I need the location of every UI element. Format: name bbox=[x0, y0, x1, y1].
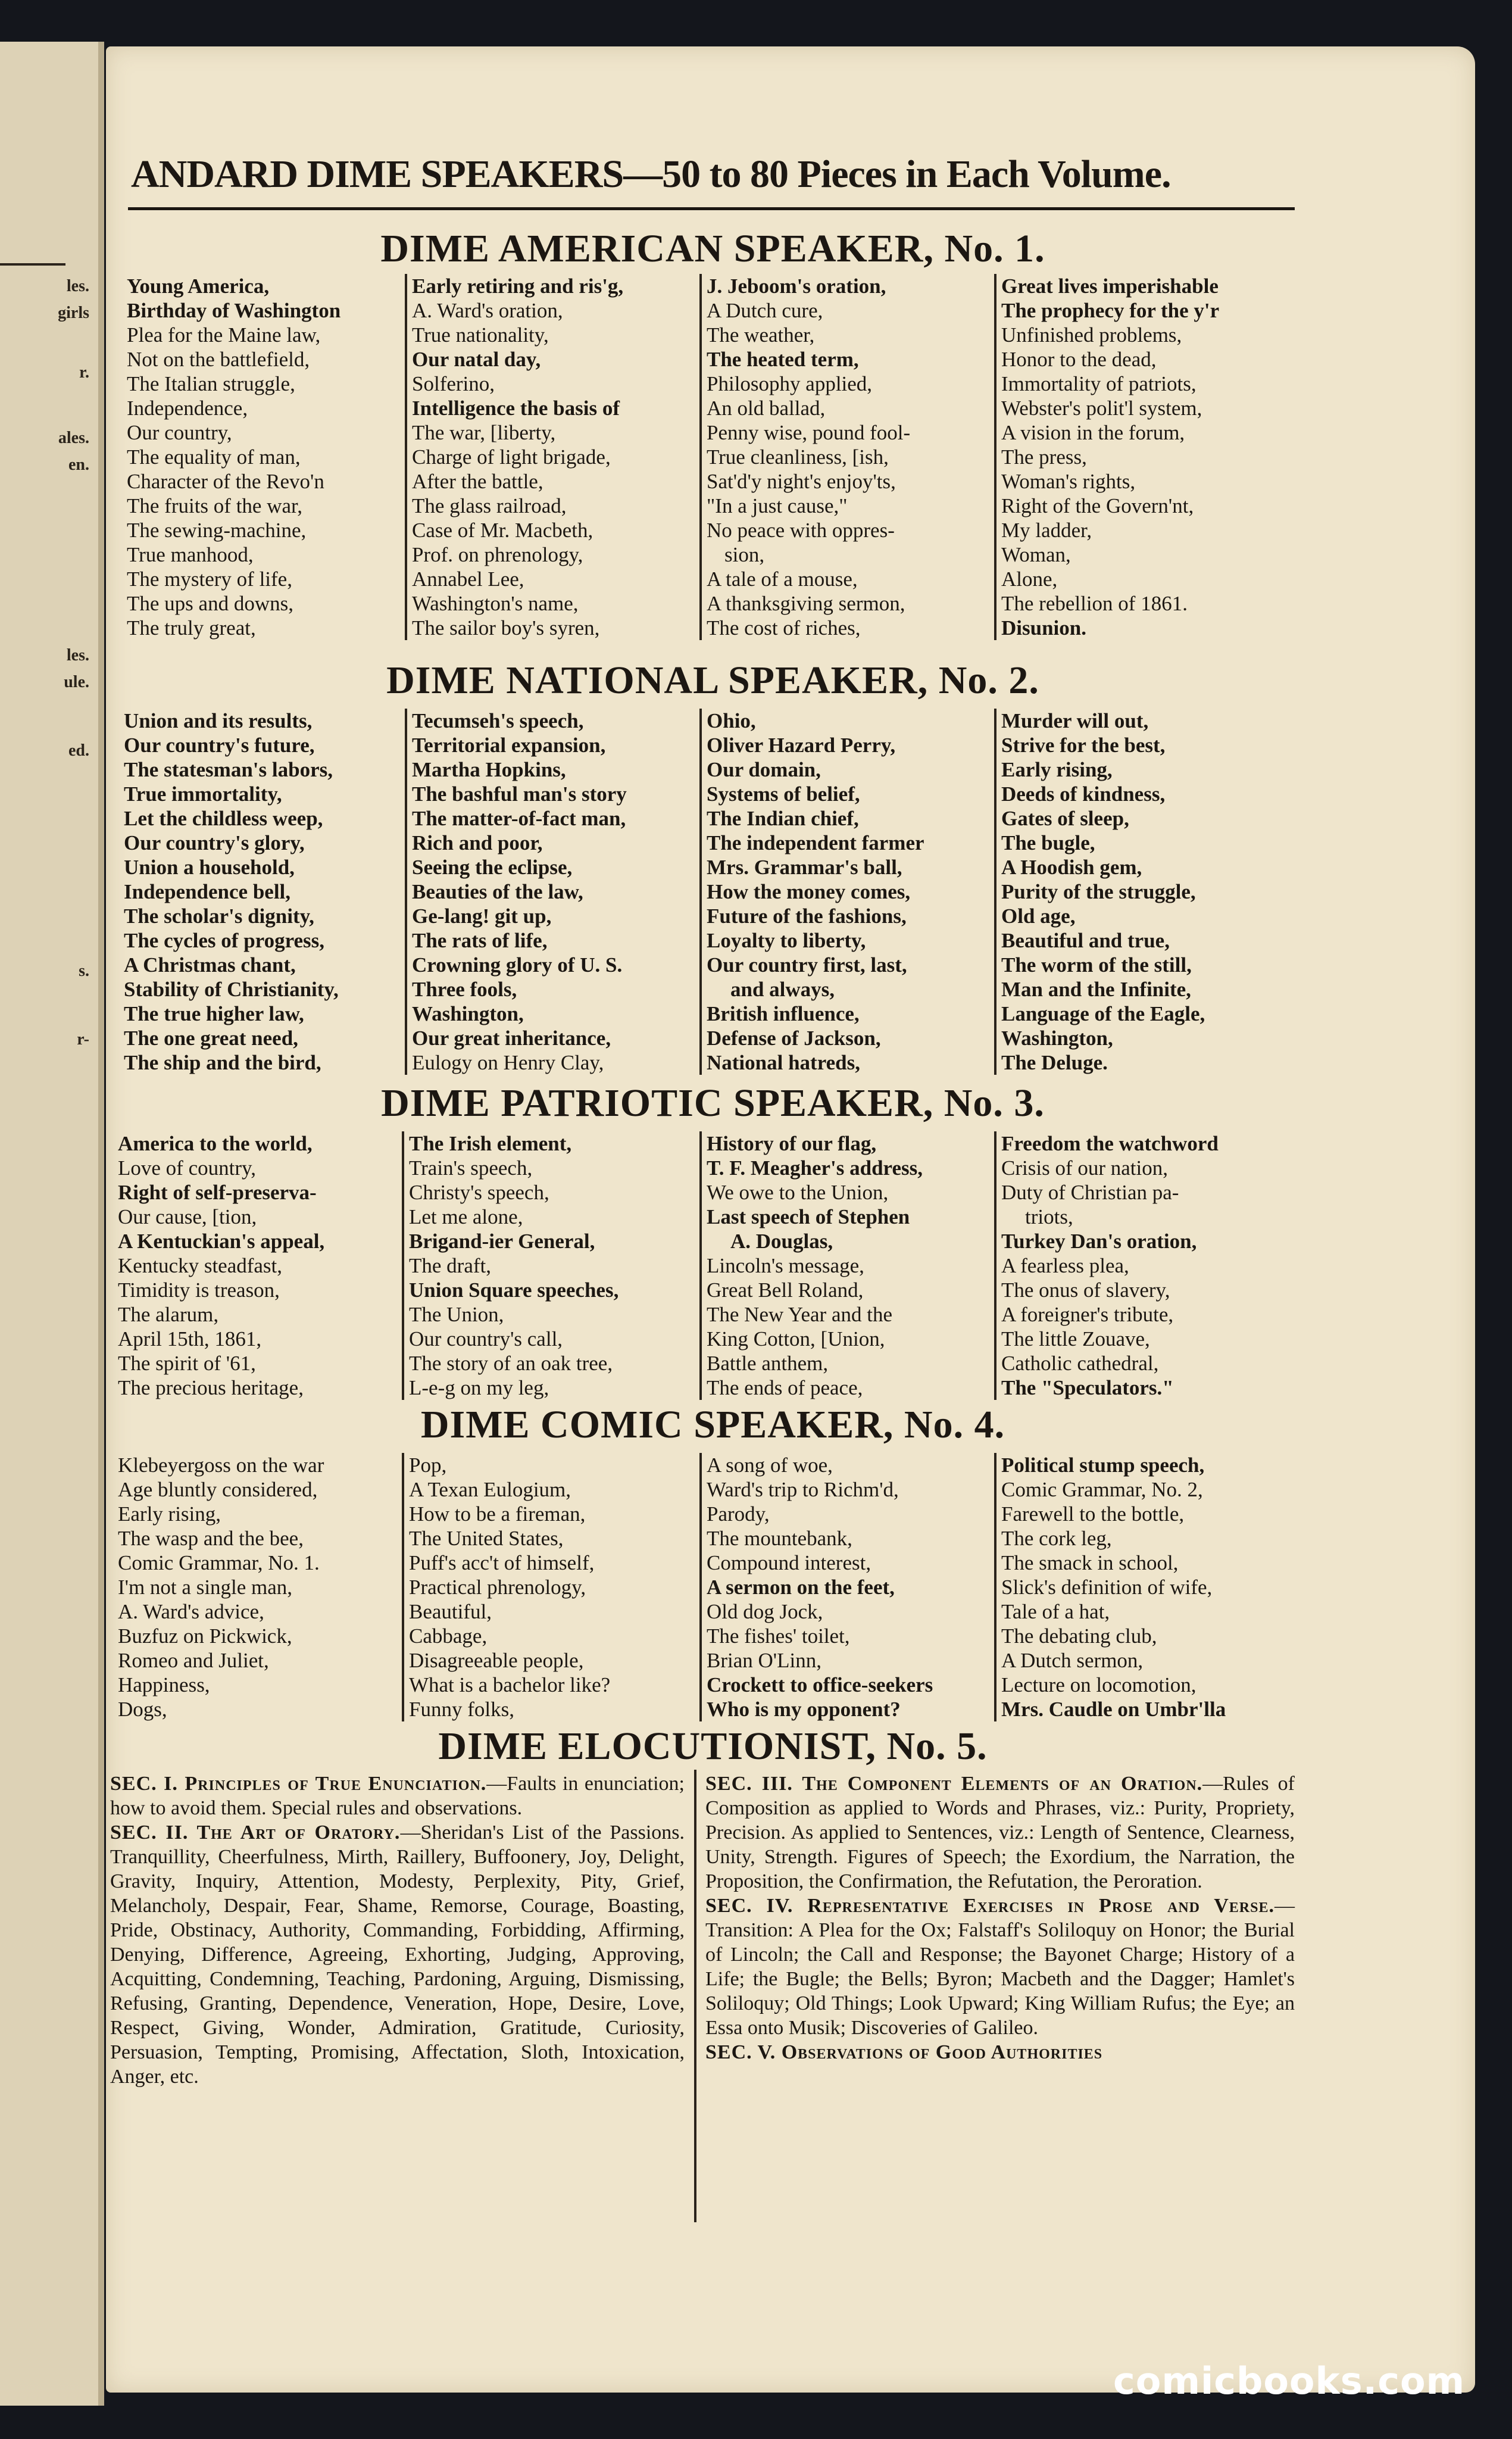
watermark: comicbooks.com bbox=[1113, 2359, 1466, 2403]
list-item: The press, bbox=[1001, 445, 1087, 469]
section-heading: SEC. III. The Component Elements of an Oration. bbox=[705, 1773, 1203, 1795]
section-body: —Transition: A Plea for the Ox; Falstaff's Soliloquy on Honor; the Burial of Lincoln; the Call and Response; the Bayonet Charge; History of a Life; the Bugle; the Bells; Byron; Macbeth and the Dagger; Hamlet's Soliloquy; Old Things; Look Upward; King William Rufus; the Eye; an Essa onto Musik; Discoveries of Galileo. bbox=[705, 1895, 1295, 2039]
list-item: An old ballad, bbox=[707, 397, 826, 420]
list-item: Political stump speech, bbox=[1001, 1454, 1205, 1477]
list-item: The prophecy for the y'r bbox=[1001, 299, 1220, 322]
list-item: Independence bell, bbox=[124, 880, 291, 903]
list-item: Strive for the best, bbox=[1001, 734, 1166, 757]
list-item: "In a just cause," bbox=[707, 494, 848, 517]
list-item: L-e-g on my leg, bbox=[409, 1376, 549, 1399]
list-item: Brian O'Linn, bbox=[707, 1649, 821, 1672]
section-body: —Rules of Composition as applied to Words and Phrases, viz.: Purity, Propriety, Precision. As applied to Sentences, viz.: Length of Sentence, Clearness, Unity, Strength. Figures of Speech; the Exordium, the Narration, the Proposition, the Confirmation, the Refutation, the Peroration. bbox=[705, 1773, 1295, 1892]
list-item: The sailor boy's syren, bbox=[412, 616, 600, 640]
list-item: The bashful man's story bbox=[412, 782, 627, 806]
list-item: Buzfuz on Pickwick, bbox=[118, 1624, 292, 1648]
list-item: Beautiful, bbox=[409, 1600, 492, 1623]
list-item: The rats of life, bbox=[412, 929, 548, 952]
list-item: Crowning glory of U. S. bbox=[412, 953, 623, 977]
list-item: Our cause, [tion, bbox=[118, 1205, 257, 1228]
prev-page-fragment: s. bbox=[79, 962, 89, 980]
list-item: sion, bbox=[724, 543, 765, 566]
list-item: We owe to the Union, bbox=[707, 1181, 889, 1204]
list-item: How the money comes, bbox=[707, 880, 911, 903]
list-item: The Deluge. bbox=[1001, 1051, 1108, 1074]
list-item: Happiness, bbox=[118, 1673, 210, 1696]
list-item: Seeing the eclipse, bbox=[412, 856, 573, 879]
list-item: Slick's definition of wife, bbox=[1001, 1576, 1213, 1599]
list-item: Great Bell Roland, bbox=[707, 1278, 864, 1302]
list-item: Union Square speeches, bbox=[409, 1278, 619, 1302]
list-item: The smack in school, bbox=[1001, 1551, 1179, 1574]
section-4-column-4 bbox=[994, 1453, 1292, 1721]
list-item: The truly great, bbox=[127, 616, 256, 640]
list-item: The story of an oak tree, bbox=[409, 1352, 613, 1375]
list-item: True cleanliness, [ish, bbox=[707, 445, 889, 469]
prev-page-fragment: ed. bbox=[68, 741, 89, 760]
list-item: The "Speculators." bbox=[1001, 1376, 1174, 1399]
list-item: Christy's speech, bbox=[409, 1181, 549, 1204]
list-item: The draft, bbox=[409, 1254, 491, 1277]
list-item: Not on the battlefield, bbox=[127, 348, 310, 371]
list-item: The true higher law, bbox=[124, 1002, 304, 1025]
list-item: Union and its results, bbox=[124, 709, 313, 732]
section-heading: SEC. IV. Representative Exercises in Prose and Verse. bbox=[705, 1895, 1274, 1917]
list-item: Future of the fashions, bbox=[707, 905, 907, 928]
list-item: Philosophy applied, bbox=[707, 372, 873, 395]
list-item: Age bluntly considered, bbox=[118, 1478, 318, 1501]
list-item: A Hoodish gem, bbox=[1001, 856, 1142, 879]
elocutionist-left-column bbox=[110, 1771, 685, 2089]
prev-page-fragment: les. bbox=[66, 646, 89, 665]
list-item: The ship and the bird, bbox=[124, 1051, 321, 1074]
list-item: A Dutch cure, bbox=[707, 299, 823, 322]
list-item: The heated term, bbox=[707, 348, 859, 371]
page-header: ANDARD DIME SPEAKERS—50 to 80 Pieces in Each Volume. bbox=[131, 152, 1171, 196]
section-3-column-4 bbox=[994, 1131, 1292, 1400]
list-item: Webster's polit'l system, bbox=[1001, 397, 1202, 420]
section-4-column-2 bbox=[402, 1453, 696, 1721]
list-item: The United States, bbox=[409, 1527, 564, 1550]
list-item: Let the childless weep, bbox=[124, 807, 323, 830]
list-item: Duty of Christian pa- bbox=[1001, 1181, 1179, 1204]
section-1-column-1 bbox=[122, 274, 402, 640]
list-item: Pop, bbox=[409, 1454, 447, 1477]
list-item: Immortality of patriots, bbox=[1001, 372, 1197, 395]
list-item: Dogs, bbox=[118, 1698, 167, 1721]
list-item: The glass railroad, bbox=[412, 494, 567, 517]
list-item: Train's speech, bbox=[409, 1156, 533, 1180]
list-item: A. Ward's oration, bbox=[412, 299, 563, 322]
list-item: Prof. on phrenology, bbox=[412, 543, 583, 566]
list-item: Disunion. bbox=[1001, 616, 1086, 640]
list-item: Character of the Revo'n bbox=[127, 470, 324, 493]
section-body: —Faults in enunciation; how to avoid them. Special rules and observations. bbox=[110, 1773, 685, 1819]
list-item: Early rising, bbox=[1001, 758, 1113, 781]
list-item: Rich and poor, bbox=[412, 831, 543, 854]
list-item: True immortality, bbox=[124, 782, 282, 806]
list-item: Puff's acc't of himself, bbox=[409, 1551, 595, 1574]
list-item: Mrs. Grammar's ball, bbox=[707, 856, 902, 879]
list-item: Our natal day, bbox=[412, 348, 541, 371]
list-item: and always, bbox=[730, 978, 835, 1001]
list-item: Early rising, bbox=[118, 1502, 221, 1526]
prev-page-fragment: r- bbox=[77, 1030, 89, 1049]
list-item: The ends of peace, bbox=[707, 1376, 863, 1399]
list-item: Independence, bbox=[127, 397, 248, 420]
list-item: Purity of the struggle, bbox=[1001, 880, 1196, 903]
list-item: True nationality, bbox=[412, 323, 549, 347]
list-item: The alarum, bbox=[118, 1303, 219, 1326]
list-item: Our country, bbox=[127, 421, 232, 444]
list-item: Stability of Christianity, bbox=[124, 978, 339, 1001]
list-item: A Texan Eulogium, bbox=[409, 1478, 571, 1501]
list-item: Great lives imperishable bbox=[1001, 275, 1219, 298]
list-item: triots, bbox=[1025, 1205, 1073, 1228]
list-item: Our country's call, bbox=[409, 1327, 563, 1351]
list-item: Mrs. Caudle on Umbr'lla bbox=[1001, 1698, 1226, 1721]
list-item: A. Ward's advice, bbox=[118, 1600, 264, 1623]
list-item: Washington, bbox=[1001, 1027, 1113, 1050]
section-3-column-2 bbox=[402, 1131, 696, 1400]
list-item: Right of the Govern'nt, bbox=[1001, 494, 1194, 517]
prev-page-fragment: ule. bbox=[64, 673, 89, 691]
list-item: The bugle, bbox=[1001, 831, 1095, 854]
list-item: How to be a fireman, bbox=[409, 1502, 586, 1526]
list-item: The mountebank, bbox=[707, 1527, 852, 1550]
list-item: The sewing-machine, bbox=[127, 519, 307, 542]
list-item: The mystery of life, bbox=[127, 567, 292, 591]
list-item: Lecture on locomotion, bbox=[1001, 1673, 1197, 1696]
list-item: The Irish element, bbox=[409, 1132, 572, 1155]
list-item: Crisis of our nation, bbox=[1001, 1156, 1168, 1180]
list-item: A tale of a mouse, bbox=[707, 567, 858, 591]
section-4-column-3 bbox=[699, 1453, 991, 1721]
list-item: Comic Grammar, No. 1. bbox=[118, 1551, 320, 1574]
list-item: Our country's glory, bbox=[124, 831, 305, 854]
list-item: A thanksgiving sermon, bbox=[707, 592, 905, 615]
list-item: Old dog Jock, bbox=[707, 1600, 823, 1623]
list-item: True manhood, bbox=[127, 543, 254, 566]
list-item: A fearless plea, bbox=[1001, 1254, 1129, 1277]
list-item: A sermon on the feet, bbox=[707, 1576, 895, 1599]
list-item: King Cotton, [Union, bbox=[707, 1327, 885, 1351]
header-rule bbox=[128, 207, 1295, 210]
list-item: Freedom the watchword bbox=[1001, 1132, 1219, 1155]
list-item: Beauties of the law, bbox=[412, 880, 583, 903]
list-item: Parody, bbox=[707, 1502, 770, 1526]
list-item: Cabbage, bbox=[409, 1624, 488, 1648]
prev-page-rule bbox=[0, 263, 65, 266]
list-item: The cork leg, bbox=[1001, 1527, 1112, 1550]
list-item: Martha Hopkins, bbox=[412, 758, 566, 781]
section-title: DIME NATIONAL SPEAKER, No. 2. bbox=[386, 659, 1039, 702]
list-item: Farewell to the bottle, bbox=[1001, 1502, 1185, 1526]
list-item: What is a bachelor like? bbox=[409, 1673, 611, 1696]
list-item: A. Douglas, bbox=[730, 1230, 833, 1253]
list-item: Crockett to office-seekers bbox=[707, 1673, 933, 1696]
list-item: Intelligence the basis of bbox=[412, 397, 620, 420]
section-heading: SEC. V. Observations of Good Authorities bbox=[705, 2041, 1103, 2063]
list-item: The weather, bbox=[707, 323, 815, 347]
previous-page-edge bbox=[0, 42, 104, 2406]
list-item: Unfinished problems, bbox=[1001, 323, 1182, 347]
list-item: The onus of slavery, bbox=[1001, 1278, 1170, 1302]
list-item: Battle anthem, bbox=[707, 1352, 829, 1375]
list-item: A Kentuckian's appeal, bbox=[118, 1230, 325, 1253]
list-item: The Italian struggle, bbox=[127, 372, 295, 395]
list-item: Defense of Jackson, bbox=[707, 1027, 881, 1050]
list-item: Territorial expansion, bbox=[412, 734, 606, 757]
list-item: Murder will out, bbox=[1001, 709, 1149, 732]
list-item: Penny wise, pound fool- bbox=[707, 421, 911, 444]
list-item: Ohio, bbox=[707, 709, 756, 732]
section-title: DIME ELOCUTIONIST, No. 5. bbox=[438, 1724, 988, 1768]
list-item: Oliver Hazard Perry, bbox=[707, 734, 896, 757]
section-body: —Sheridan's List of the Passions. Tranquillity, Cheerfulness, Mirth, Raillery, Buffoonery, Joy, Delight, Gravity, Inquiry, Attention, Modesty, Perplexity, Pity, Grief, Melancholy, Despair, Fear, Shame, Remorse, Courage, Boasting, Pride, Obstinacy, Authority, Commanding, Forbidding, Affirming, Denying, Difference, Agreeing, Exhorting, Judging, Approving, Acquitting, Condemning, Teaching, Pardoning, Arguing, Dismissing, Refusing, Granting, Dependence, Veneration, Hope, Desire, Love, Respect, Giving, Wonder, Admiration, Gratitude, Curiosity, Persuasion, Tempting, Promising, Affectation, Sloth, Intoxication, Anger, etc. bbox=[110, 1822, 685, 2088]
section-2-column-3 bbox=[699, 709, 991, 1075]
list-item: The matter-of-fact man, bbox=[412, 807, 626, 830]
list-item: A song of woe, bbox=[707, 1454, 833, 1477]
list-item: Ward's trip to Richm'd, bbox=[707, 1478, 899, 1501]
list-item: Loyalty to liberty, bbox=[707, 929, 866, 952]
elocutionist-right-column bbox=[705, 1771, 1295, 2064]
list-item: History of our flag, bbox=[707, 1132, 877, 1155]
section-2-column-1 bbox=[119, 709, 402, 1075]
list-item: Brigand-ier General, bbox=[409, 1230, 595, 1253]
section-1-column-2 bbox=[405, 274, 696, 640]
list-item: Solferino, bbox=[412, 372, 495, 395]
list-item: April 15th, 1861, bbox=[118, 1327, 262, 1351]
list-item: The little Zouave, bbox=[1001, 1327, 1150, 1351]
list-item: Eulogy on Henry Clay, bbox=[412, 1051, 604, 1074]
list-item: Annabel Lee, bbox=[412, 567, 524, 591]
section-title: DIME COMIC SPEAKER, No. 4. bbox=[420, 1403, 1005, 1446]
prev-page-fragment: ales. bbox=[58, 429, 89, 447]
list-item: Who is my opponent? bbox=[707, 1698, 901, 1721]
elocutionist-paragraph bbox=[705, 1771, 1295, 1894]
list-item: Young America, bbox=[127, 275, 270, 298]
list-item: Compound interest, bbox=[707, 1551, 871, 1574]
elocutionist-paragraph bbox=[110, 1820, 685, 2089]
list-item: Disagreeable people, bbox=[409, 1649, 584, 1672]
list-item: Kentucky steadfast, bbox=[118, 1254, 283, 1277]
list-item: Deeds of kindness, bbox=[1001, 782, 1166, 806]
elocutionist-paragraph bbox=[705, 2040, 1295, 2064]
list-item: Practical phrenology, bbox=[409, 1576, 586, 1599]
list-item: Right of self-preserva- bbox=[118, 1181, 317, 1204]
list-item: Last speech of Stephen bbox=[707, 1205, 910, 1228]
list-item: Woman, bbox=[1001, 543, 1071, 566]
section-1-column-3 bbox=[699, 274, 991, 640]
list-item: The ups and downs, bbox=[127, 592, 293, 615]
list-item: The Indian chief, bbox=[707, 807, 859, 830]
list-item: Old age, bbox=[1001, 905, 1076, 928]
elocutionist-paragraph bbox=[110, 1771, 685, 1820]
list-item: The cycles of progress, bbox=[124, 929, 324, 952]
list-item: Beautiful and true, bbox=[1001, 929, 1170, 952]
section-heading: SEC. II. The Art of Oratory. bbox=[110, 1822, 401, 1844]
list-item: Woman's rights, bbox=[1001, 470, 1136, 493]
section-3-column-1 bbox=[113, 1131, 402, 1400]
list-item: A vision in the forum, bbox=[1001, 421, 1185, 444]
list-item: The New Year and the bbox=[707, 1303, 892, 1326]
prev-page-fragment: les. bbox=[66, 277, 89, 295]
list-item: The one great need, bbox=[124, 1027, 298, 1050]
list-item: America to the world, bbox=[118, 1132, 313, 1155]
list-item: Union a household, bbox=[124, 856, 295, 879]
list-item: J. Jeboom's oration, bbox=[707, 275, 886, 298]
list-item: After the battle, bbox=[412, 470, 543, 493]
list-item: The debating club, bbox=[1001, 1624, 1157, 1648]
list-item: Timidity is treason, bbox=[118, 1278, 280, 1302]
list-item: The Union, bbox=[409, 1303, 504, 1326]
list-item: The worm of the still, bbox=[1001, 953, 1192, 977]
list-item: A foreigner's tribute, bbox=[1001, 1303, 1174, 1326]
list-item: British influence, bbox=[707, 1002, 860, 1025]
list-item: The wasp and the bee, bbox=[118, 1527, 304, 1550]
list-item: Sat'd'y night's enjoy'ts, bbox=[707, 470, 896, 493]
list-item: Funny folks, bbox=[409, 1698, 514, 1721]
list-item: My ladder, bbox=[1001, 519, 1092, 542]
section-2-column-2 bbox=[405, 709, 696, 1075]
list-item: Washington, bbox=[412, 1002, 524, 1025]
list-item: Ge-lang! git up, bbox=[412, 905, 552, 928]
list-item: Klebeyergoss on the war bbox=[118, 1454, 324, 1477]
list-item: Let me alone, bbox=[409, 1205, 523, 1228]
list-item: Our country's future, bbox=[124, 734, 315, 757]
list-item: The statesman's labors, bbox=[124, 758, 333, 781]
list-item: Washington's name, bbox=[412, 592, 579, 615]
list-item: Alone, bbox=[1001, 567, 1058, 591]
list-item: Comic Grammar, No. 2, bbox=[1001, 1478, 1203, 1501]
list-item: The spirit of '61, bbox=[118, 1352, 256, 1375]
list-item: T. F. Meagher's address, bbox=[707, 1156, 923, 1180]
list-item: I'm not a single man, bbox=[118, 1576, 293, 1599]
section-title: DIME PATRIOTIC SPEAKER, No. 3. bbox=[381, 1081, 1045, 1125]
list-item: Man and the Infinite, bbox=[1001, 978, 1191, 1001]
list-item: Tecumseh's speech, bbox=[412, 709, 584, 732]
list-item: The equality of man, bbox=[127, 445, 301, 469]
list-item: Honor to the dead, bbox=[1001, 348, 1157, 371]
list-item: No peace with oppres- bbox=[707, 519, 895, 542]
list-item: Three fools, bbox=[412, 978, 517, 1001]
section-2-column-4 bbox=[994, 709, 1292, 1075]
prev-page-fragment: en. bbox=[68, 456, 89, 474]
list-item: A Dutch sermon, bbox=[1001, 1649, 1144, 1672]
list-item: The rebellion of 1861. bbox=[1001, 592, 1188, 615]
list-item: Our country first, last, bbox=[707, 953, 907, 977]
list-item: Early retiring and ris'g, bbox=[412, 275, 624, 298]
list-item: National hatreds, bbox=[707, 1051, 860, 1074]
prev-page-fragment: r. bbox=[79, 363, 89, 382]
list-item: Gates of sleep, bbox=[1001, 807, 1129, 830]
list-item: The cost of riches, bbox=[707, 616, 861, 640]
list-item: Birthday of Washington bbox=[127, 299, 341, 322]
list-item: The fishes' toilet, bbox=[707, 1624, 850, 1648]
list-item: Our great inheritance, bbox=[412, 1027, 611, 1050]
list-item: Catholic cathedral, bbox=[1001, 1352, 1159, 1375]
section-3-column-3 bbox=[699, 1131, 991, 1400]
list-item: A Christmas chant, bbox=[124, 953, 296, 977]
list-item: Charge of light brigade, bbox=[412, 445, 611, 469]
elocutionist-paragraph bbox=[705, 1894, 1295, 2040]
list-item: Plea for the Maine law, bbox=[127, 323, 321, 347]
section-4-column-1 bbox=[113, 1453, 402, 1721]
list-item: Turkey Dan's oration, bbox=[1001, 1230, 1197, 1253]
list-item: The precious heritage, bbox=[118, 1376, 304, 1399]
list-item: Language of the Eagle, bbox=[1001, 1002, 1205, 1025]
list-item: Our domain, bbox=[707, 758, 821, 781]
section-1-column-4 bbox=[994, 274, 1292, 640]
list-item: Love of country, bbox=[118, 1156, 256, 1180]
list-item: Tale of a hat, bbox=[1001, 1600, 1110, 1623]
list-item: Systems of belief, bbox=[707, 782, 860, 806]
prev-page-fragment: girls bbox=[58, 304, 89, 322]
column-divider bbox=[694, 1770, 696, 2222]
list-item: Lincoln's message, bbox=[707, 1254, 864, 1277]
list-item: Romeo and Juliet, bbox=[118, 1649, 269, 1672]
list-item: The fruits of the war, bbox=[127, 494, 303, 517]
list-item: Case of Mr. Macbeth, bbox=[412, 519, 593, 542]
list-item: The war, [liberty, bbox=[412, 421, 556, 444]
section-title: DIME AMERICAN SPEAKER, No. 1. bbox=[380, 227, 1045, 270]
section-heading: SEC. I. Principles of True Enunciation. bbox=[110, 1773, 487, 1795]
list-item: The scholar's dignity, bbox=[124, 905, 314, 928]
list-item: The independent farmer bbox=[707, 831, 924, 854]
